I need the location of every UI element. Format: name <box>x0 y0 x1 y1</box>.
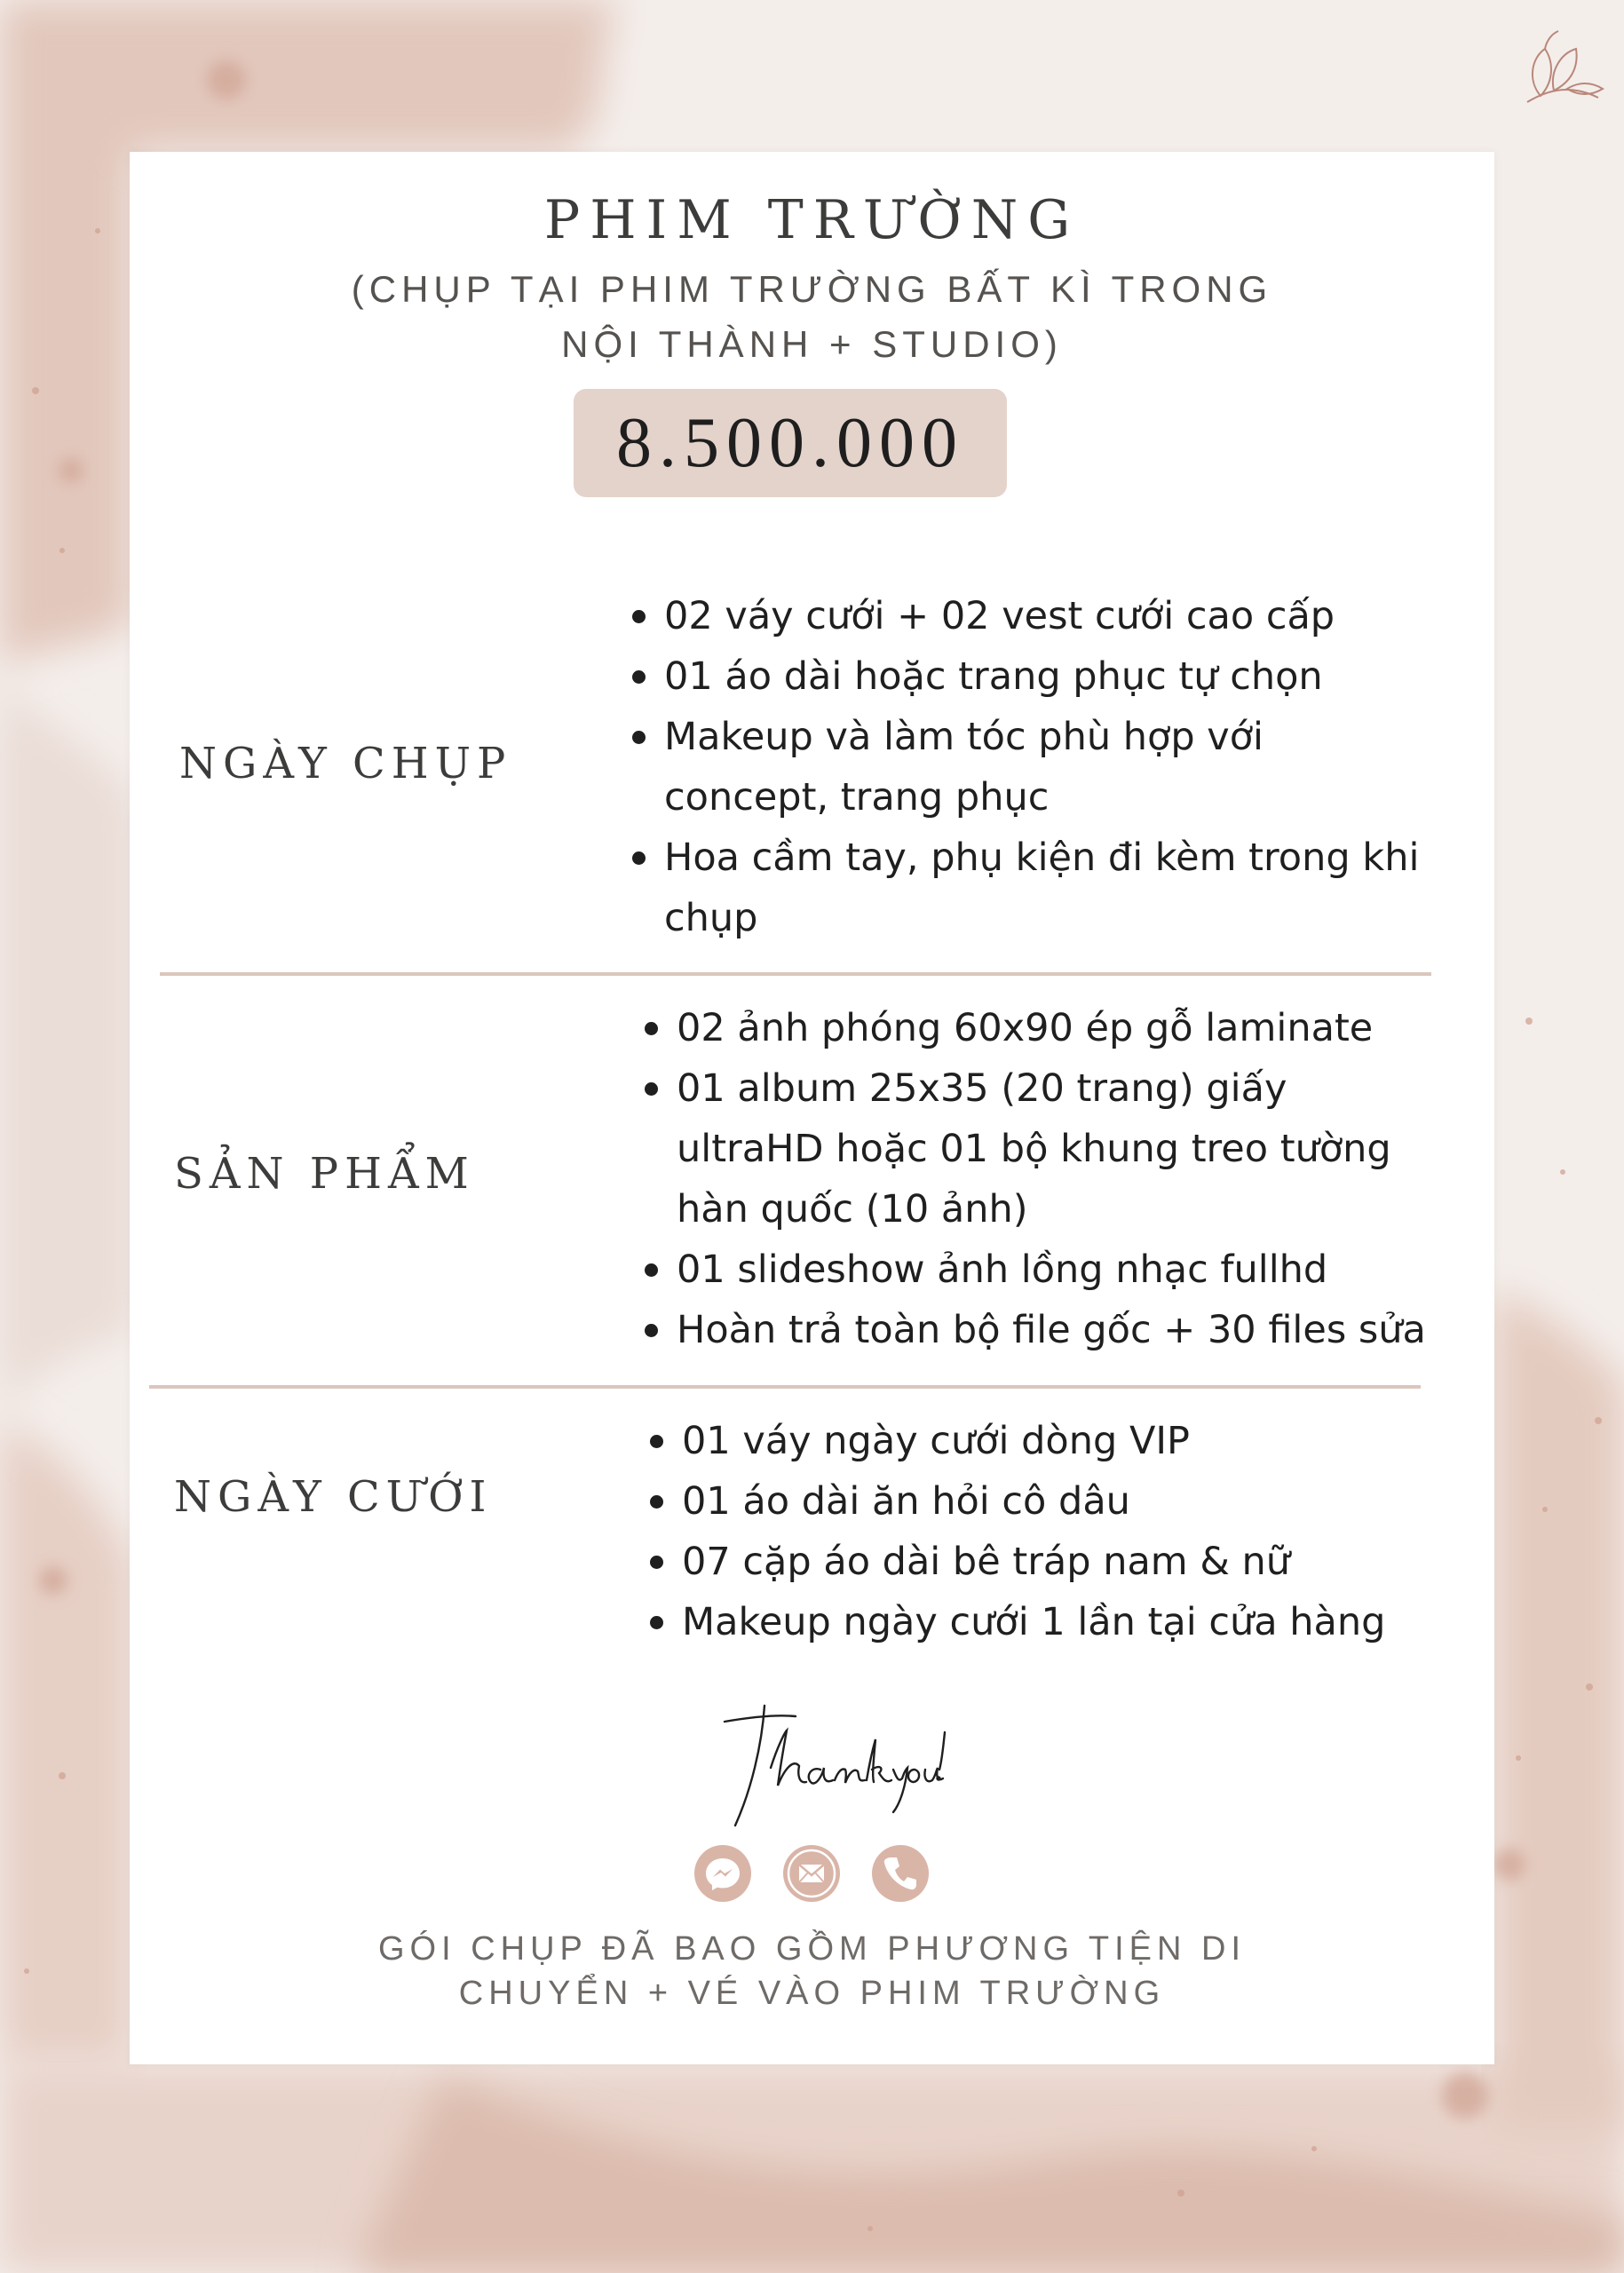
list-item: 01 váy ngày cưới dòng VIP <box>682 1411 1481 1471</box>
messenger-icon[interactable] <box>694 1845 751 1902</box>
footer-line-2: CHUYỂN + VÉ VÀO PHIM TRƯỜNG <box>458 1975 1166 2012</box>
thank-you-signature <box>716 1697 947 1830</box>
list-item: 01 áo dài ăn hỏi cô dâu <box>682 1471 1481 1532</box>
list-item: Makeup và làm tóc phù hợp với concept, trang phục <box>664 707 1303 828</box>
list-item: 01 áo dài hoặc trang phục tự chọn <box>664 646 1543 707</box>
price-badge: 8.500.000 <box>574 389 1007 497</box>
subtitle-line-1: (CHỤP TẠI PHIM TRƯỜNG BẤT KÌ TRONG <box>351 268 1273 310</box>
products-list <box>645 998 1476 1360</box>
list-item: Hoàn trả toàn bộ file gốc + 30 files sửa <box>677 1300 1476 1360</box>
list-item: Hoa cầm tay, phụ kiện đi kèm trong khi chụp <box>664 828 1446 948</box>
subtitle-line-2: NỘI THÀNH + STUDIO) <box>561 323 1063 365</box>
price-card <box>130 152 1494 2064</box>
package-subtitle <box>130 262 1494 372</box>
shoot-day-list <box>632 586 1543 948</box>
flower-outline-icon <box>1509 18 1607 115</box>
section-label-products: SẢN PHẨM <box>174 1149 475 1199</box>
list-item: 01 album 25x35 (20 trang) giấy ultraHD hoặc 01 bộ khung treo tường hàn quốc (10 ảnh) <box>677 1058 1405 1239</box>
list-item: 07 cặp áo dài bê tráp nam & nữ <box>682 1532 1481 1592</box>
section-divider <box>149 1385 1421 1389</box>
list-item: 02 ảnh phóng 60x90 ép gỗ laminate <box>677 998 1476 1058</box>
list-item: Makeup ngày cưới 1 lần tại cửa hàng <box>682 1592 1481 1652</box>
phone-icon[interactable] <box>872 1845 929 1902</box>
section-label-shoot-day: NGÀY CHỤP <box>179 739 512 788</box>
wedding-day-list <box>650 1411 1481 1652</box>
footer-note <box>130 1927 1494 2016</box>
section-label-wedding-day: NGÀY CƯỚI <box>174 1472 493 1522</box>
section-divider <box>160 972 1431 976</box>
list-item: 01 slideshow ảnh lồng nhạc fullhd <box>677 1239 1476 1300</box>
package-title: PHIM TRƯỜNG <box>543 189 1081 251</box>
mail-icon[interactable] <box>783 1845 840 1902</box>
list-item: 02 váy cưới + 02 vest cưới cao cấp <box>664 586 1543 646</box>
footer-line-1: GÓI CHỤP ĐÃ BAO GỒM PHƯƠNG TIỆN DI <box>377 1930 1247 1968</box>
